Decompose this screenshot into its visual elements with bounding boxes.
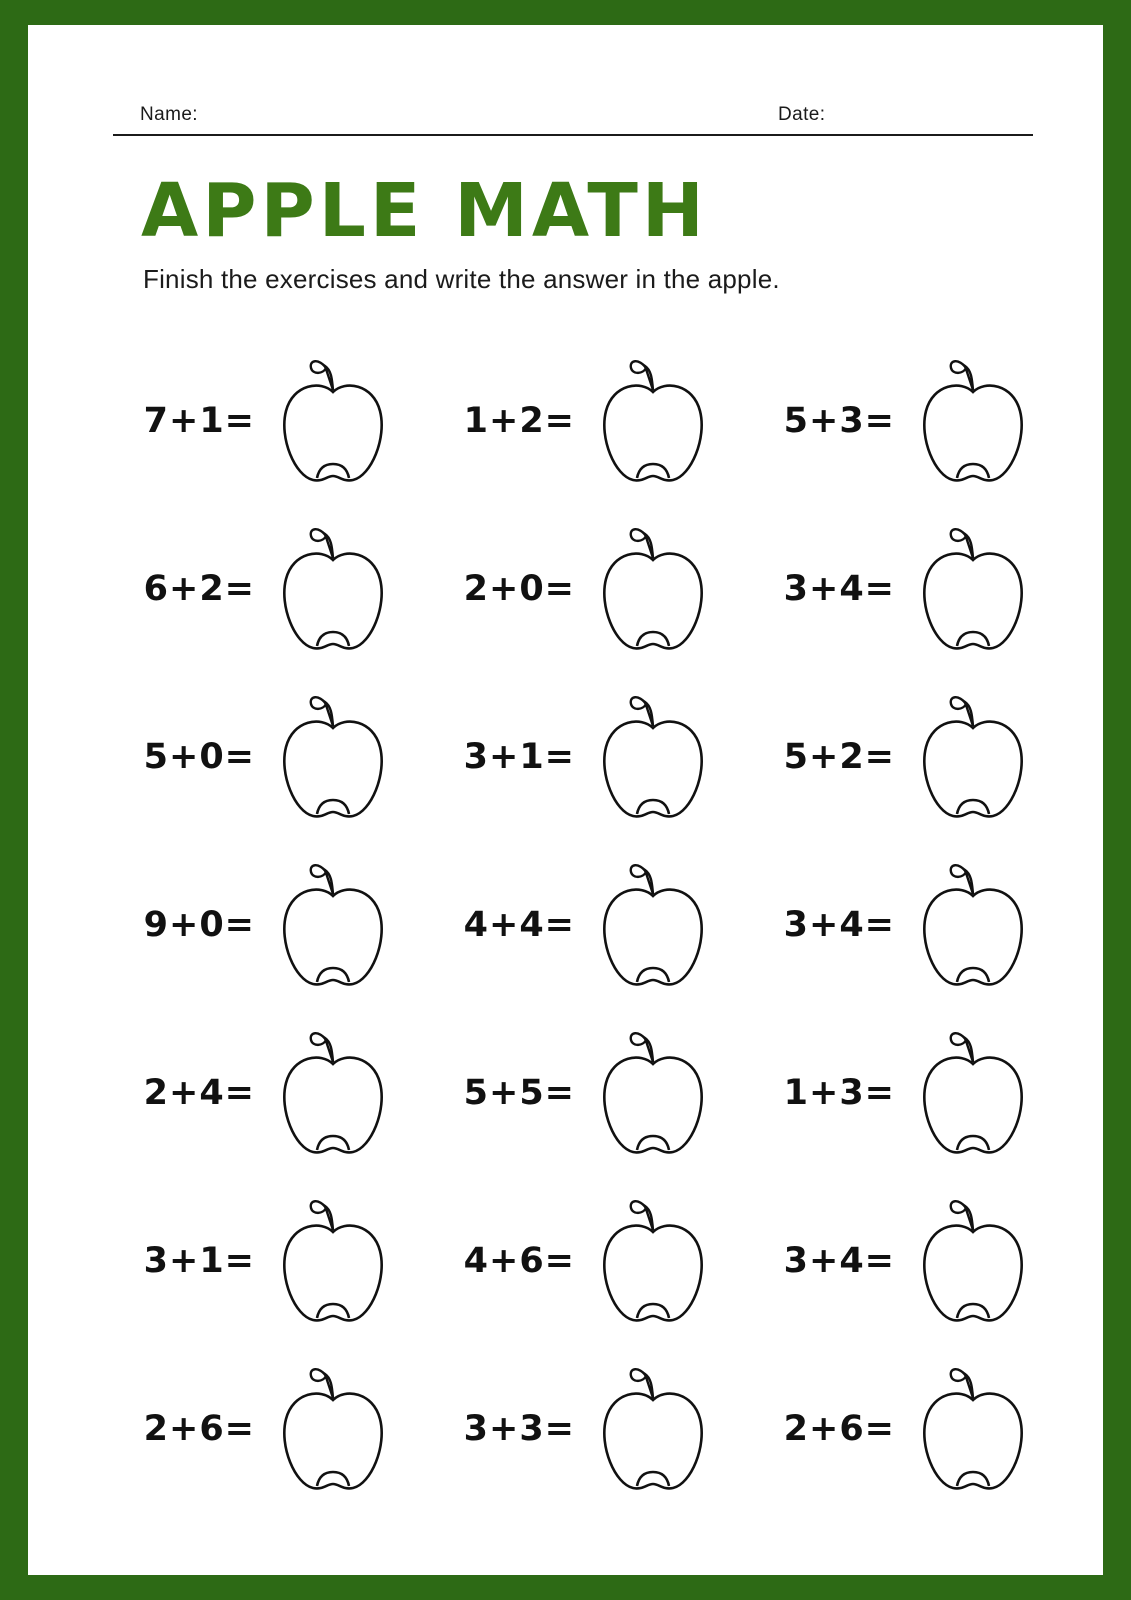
problem-expression: 3+4=: [783, 1241, 895, 1281]
apple-outline-icon[interactable]: [909, 356, 1037, 486]
apple-outline-icon[interactable]: [269, 1028, 397, 1158]
page-subtitle: Finish the exercises and write the answer in the apple.: [143, 264, 780, 294]
problem-item: [445, 1345, 765, 1513]
apple-outline-icon[interactable]: [589, 860, 717, 990]
apple-outline-icon[interactable]: [909, 860, 1037, 990]
apple-outline-icon[interactable]: [589, 1364, 717, 1494]
problem-item: [445, 841, 765, 1009]
problem-expression: 6+2=: [143, 569, 255, 609]
problem-expression: 3+1=: [463, 737, 575, 777]
name-field-label: Name:: [140, 104, 198, 125]
worksheet-page: [28, 25, 1103, 1575]
problem-item: [125, 337, 445, 505]
apple-outline-icon[interactable]: [269, 692, 397, 822]
problem-expression: 5+0=: [143, 737, 255, 777]
problem-expression: 5+5=: [463, 1073, 575, 1113]
apple-outline-icon[interactable]: [909, 1196, 1037, 1326]
page-title: APPLE MATH: [141, 168, 708, 254]
apple-outline-icon[interactable]: [589, 692, 717, 822]
apple-outline-icon[interactable]: [269, 356, 397, 486]
problem-expression: 2+6=: [143, 1409, 255, 1449]
problem-item: [765, 1345, 1085, 1513]
problem-item: [125, 1177, 445, 1345]
problem-expression: 5+2=: [783, 737, 895, 777]
problem-expression: 4+4=: [463, 905, 575, 945]
apple-outline-icon[interactable]: [269, 1196, 397, 1326]
worksheet-content: [113, 90, 1033, 1513]
problem-item: [765, 673, 1085, 841]
apple-outline-icon[interactable]: [589, 356, 717, 486]
problem-item: [125, 841, 445, 1009]
problem-expression: 2+4=: [143, 1073, 255, 1113]
problem-item: [765, 505, 1085, 673]
problem-expression: 9+0=: [143, 905, 255, 945]
problem-item: [125, 1345, 445, 1513]
apple-outline-icon[interactable]: [909, 692, 1037, 822]
apple-outline-icon[interactable]: [269, 1364, 397, 1494]
problem-item: [445, 337, 765, 505]
problem-item: [445, 673, 765, 841]
problem-expression: 5+3=: [783, 401, 895, 441]
problem-grid: [125, 337, 1033, 1513]
problem-item: [765, 1177, 1085, 1345]
apple-outline-icon[interactable]: [589, 524, 717, 654]
apple-outline-icon[interactable]: [909, 1028, 1037, 1158]
problem-expression: 3+3=: [463, 1409, 575, 1449]
problem-item: [445, 505, 765, 673]
date-field-label: Date:: [778, 104, 826, 125]
apple-outline-icon[interactable]: [269, 860, 397, 990]
problem-item: [765, 337, 1085, 505]
apple-outline-icon[interactable]: [269, 524, 397, 654]
problem-item: [445, 1177, 765, 1345]
problem-item: [765, 841, 1085, 1009]
problem-expression: 1+2=: [463, 401, 575, 441]
problem-item: [125, 505, 445, 673]
problem-item: [445, 1009, 765, 1177]
problem-expression: 1+3=: [783, 1073, 895, 1113]
problem-expression: 3+1=: [143, 1241, 255, 1281]
apple-outline-icon[interactable]: [909, 1364, 1037, 1494]
problem-item: [765, 1009, 1085, 1177]
problem-expression: 7+1=: [143, 401, 255, 441]
problem-item: [125, 1009, 445, 1177]
problem-expression: 2+0=: [463, 569, 575, 609]
apple-outline-icon[interactable]: [589, 1028, 717, 1158]
apple-outline-icon[interactable]: [589, 1196, 717, 1326]
problem-item: [125, 673, 445, 841]
problem-expression: 3+4=: [783, 905, 895, 945]
problem-expression: 2+6=: [783, 1409, 895, 1449]
problem-expression: 3+4=: [783, 569, 895, 609]
apple-outline-icon[interactable]: [909, 524, 1037, 654]
name-date-row: [113, 90, 1033, 136]
problem-expression: 4+6=: [463, 1241, 575, 1281]
